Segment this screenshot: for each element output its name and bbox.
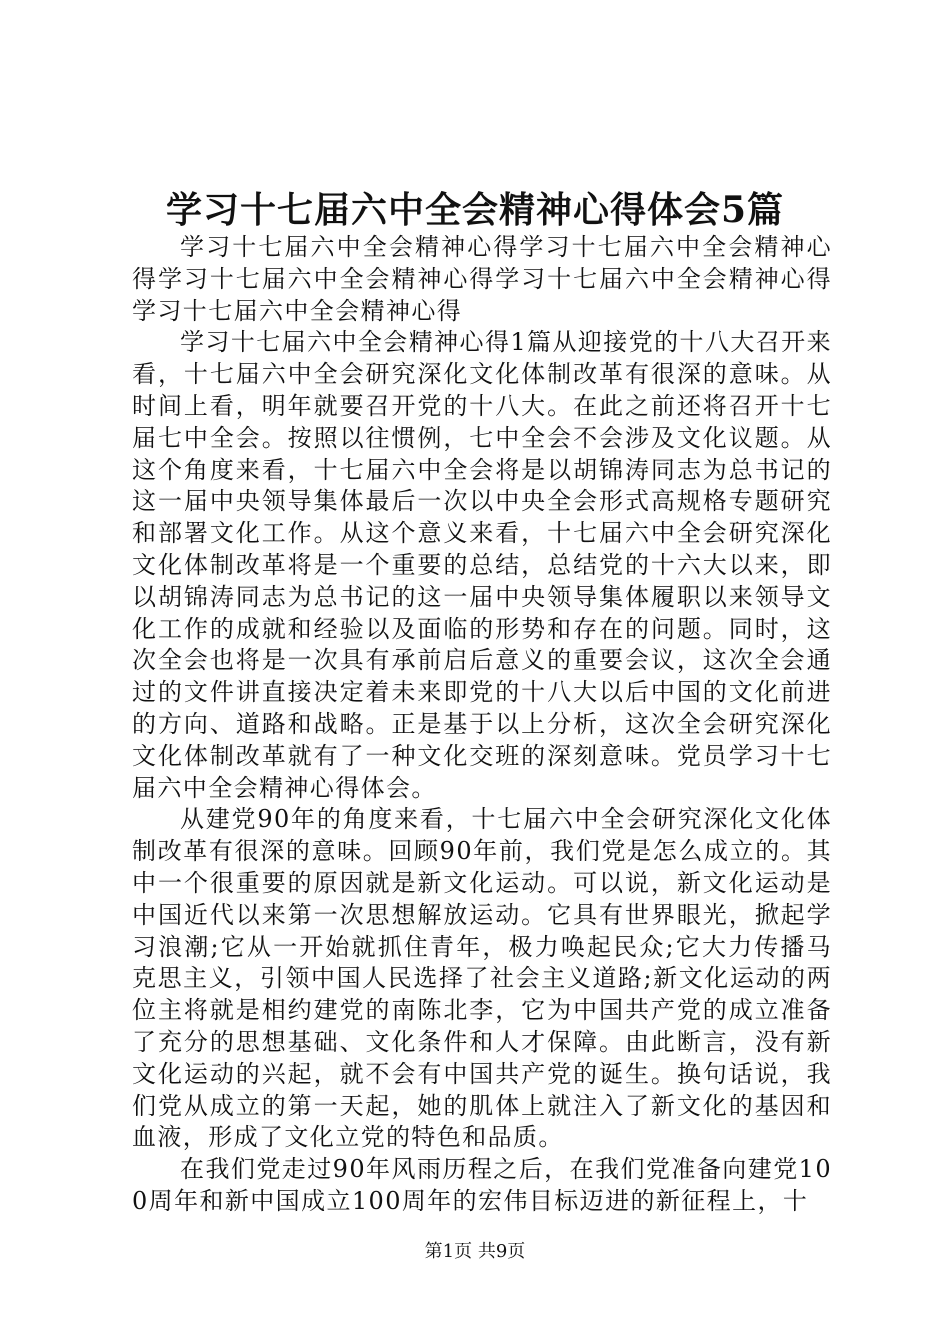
page-number-footer: 第1页 共9页 bbox=[424, 1241, 526, 1262]
paragraph-3: 在我们党走过90年风雨历程之后，在我们党准备向建党100周年和新中国成立100周年的宏伟目标迈进的新征程上，十 bbox=[132, 1155, 832, 1215]
document-title: 学习十七届六中全会精神心得体会5篇 bbox=[165, 189, 785, 231]
paragraph-2: 从建党90年的角度来看，十七届六中全会研究深化文化体制改革有很深的意味。回顾90年前，我们党是怎么成立的。其中一个很重要的原因就是新文化运动。可以说，新文化运动是中国近代以来第一次思想解放运动。它具有世界眼光，掀起学习浪潮;它从一开始就抓住青年，极力唤起民众;它大力传播马克思主义，引领中国人民选择了社会主义道路;新文化运动的两位主将就是相约建党的南陈北李，它为中国共产党的成立准备了充分的思想基础、文化条件和人才保障。由此断言，没有新文化运动的兴起，就不会有中国共产党的诞生。换句话说，我们党从成立的第一天起，她的肌体上就注入了新文化的基因和血液，形成了文化立党的特色和品质。 bbox=[132, 805, 832, 1152]
document-body bbox=[132, 232, 832, 1218]
paragraph-1: 学习十七届六中全会精神心得1篇从迎接党的十八大召开来看，十七届六中全会研究深化文化体制改革有很深的意味。从时间上看，明年就要召开党的十八大。在此之前还将召开十七届七中全会。按照以往惯例，七中全会不会涉及文化议题。从这个角度来看，十七届六中全会将是以胡锦涛同志为总书记的这一届中央领导集体最后一次以中央全会形式高规格专题研究和部署文化工作。从这个意义来看，十七届六中全会研究深化文化体制改革将是一个重要的总结，总结党的十六大以来，即以胡锦涛同志为总书记的这一届中央领导集体履职以来领导文化工作的成就和经验以及面临的形势和存在的问题。同时，这次全会也将是一次具有承前启后意义的重要会议，这次全会通过的文件讲直接决定着未来即党的十八大以后中国的文化前进的方向、道路和战略。正是基于以上分析，这次全会研究深化文化体制改革就有了一种文化交班的深刻意味。党员学习十七届六中全会精神心得体会。 bbox=[132, 328, 832, 802]
paragraph-intro: 学习十七届六中全会精神心得学习十七届六中全会精神心得学习十七届六中全会精神心得学习十七届六中全会精神心得学习十七届六中全会精神心得 bbox=[132, 233, 832, 325]
